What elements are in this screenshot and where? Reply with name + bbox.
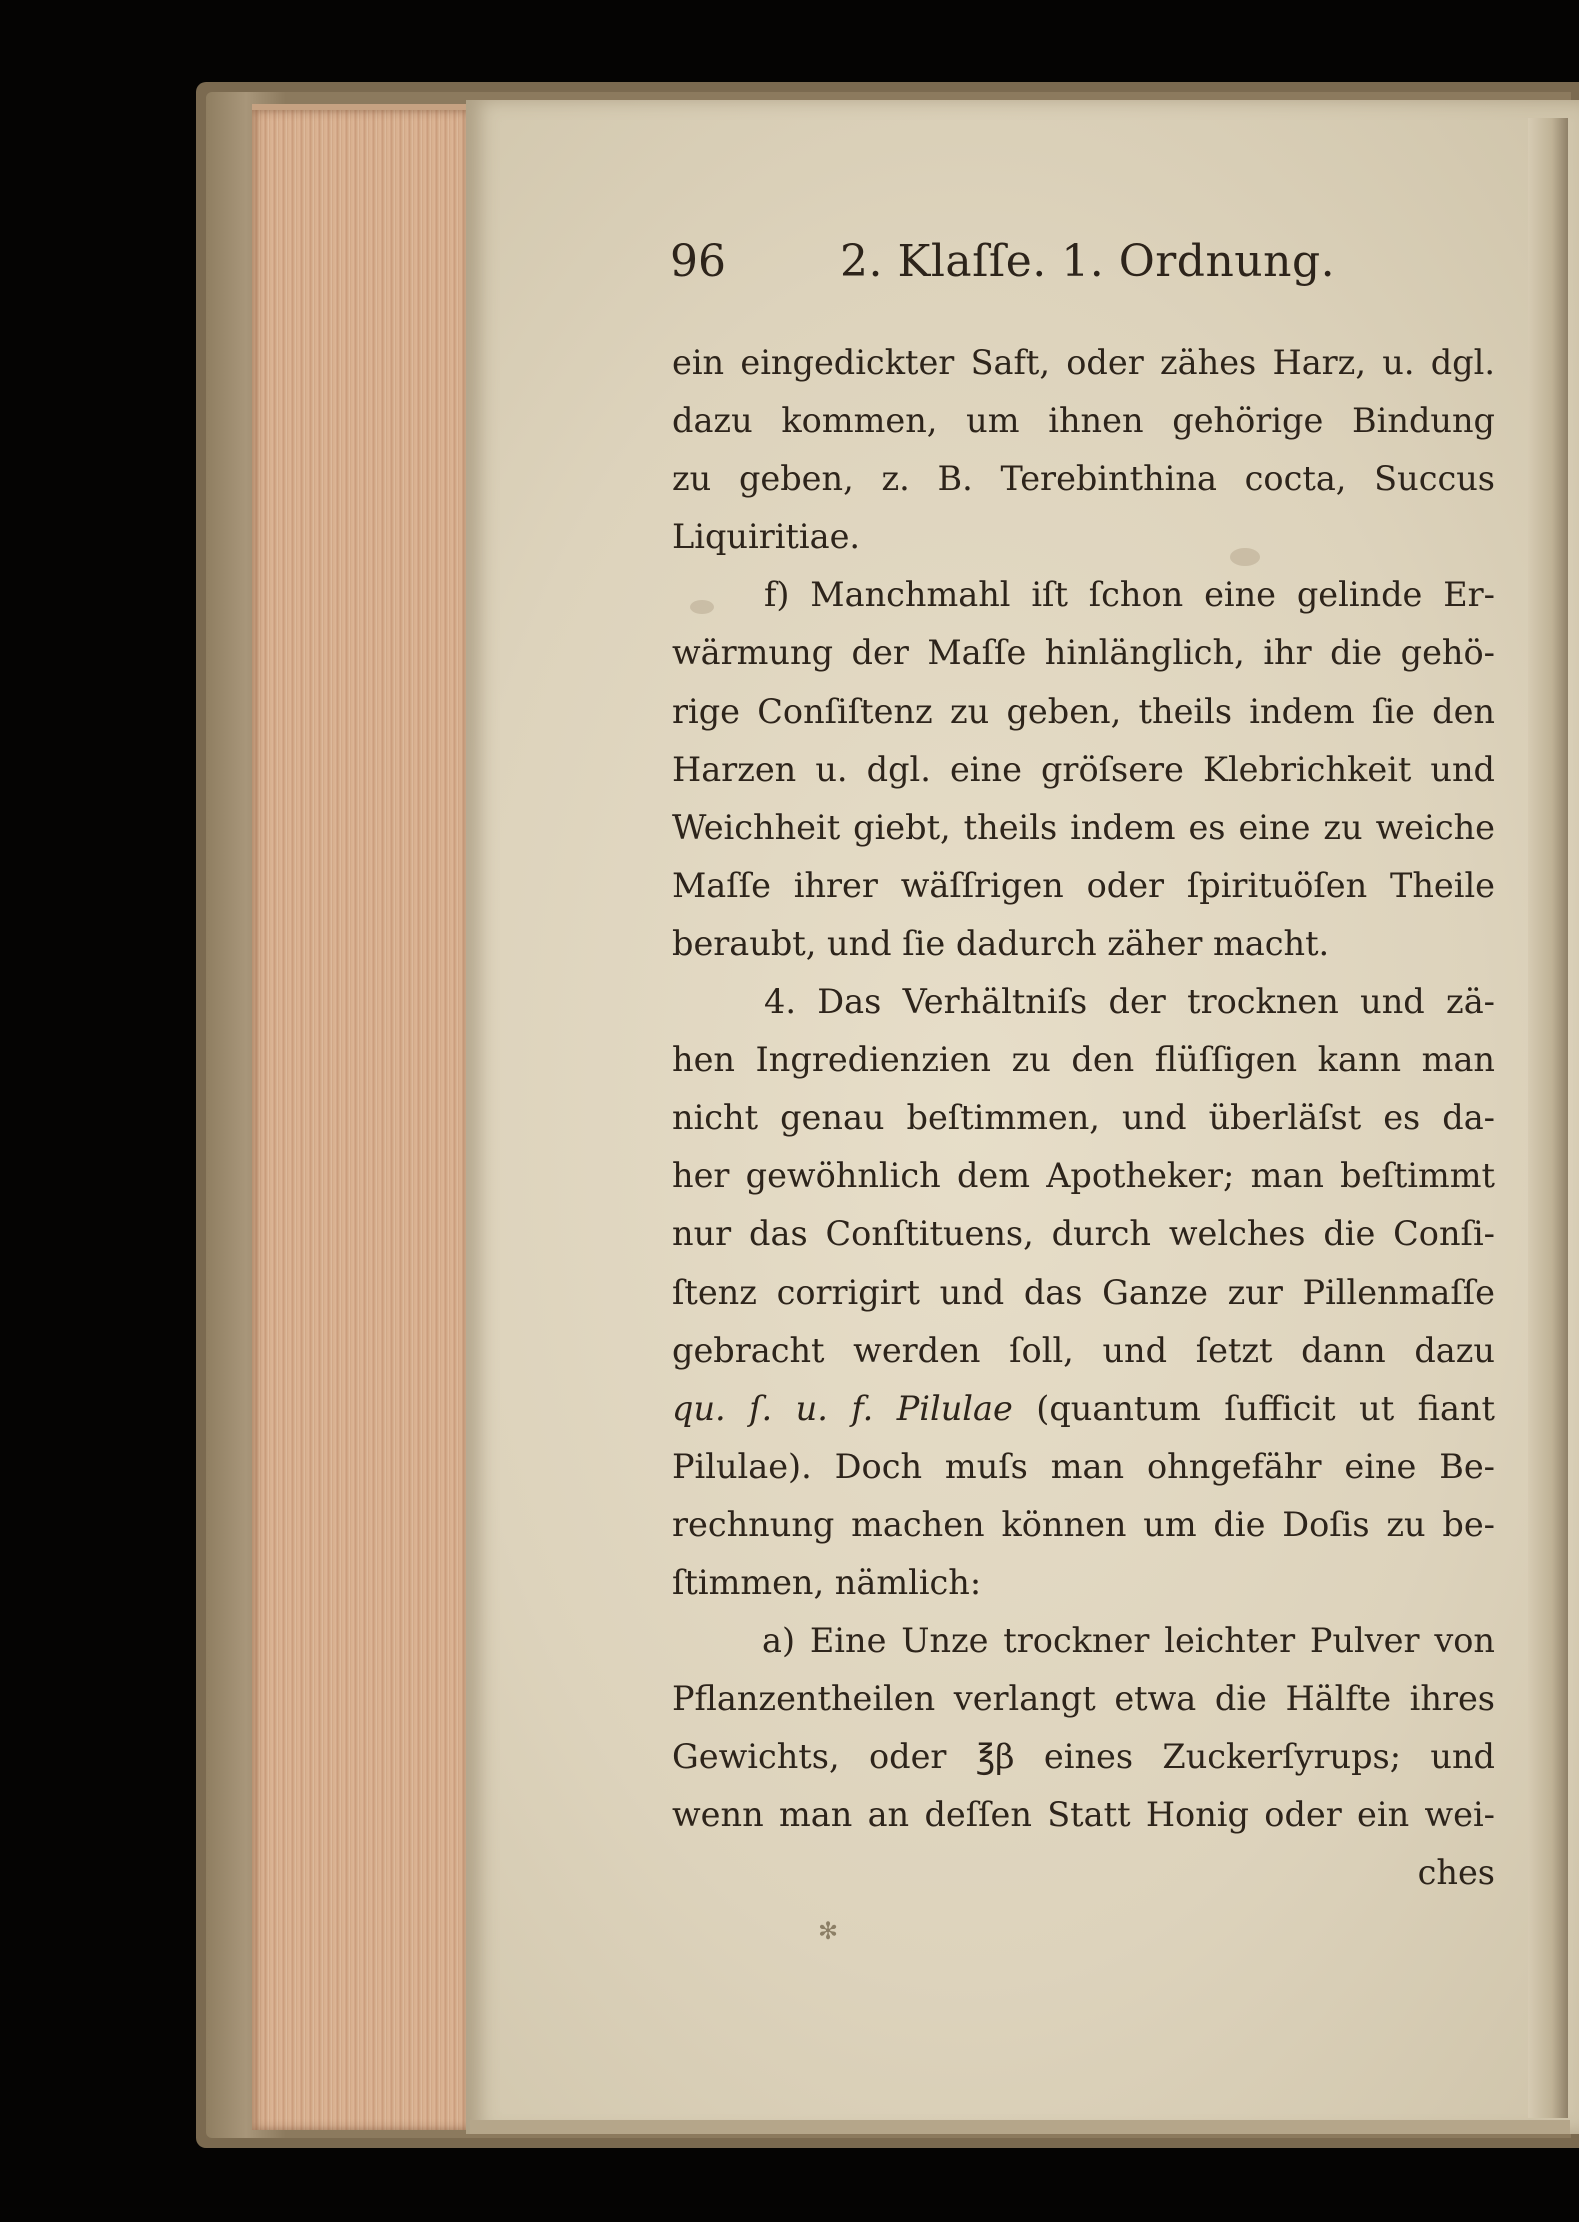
page-bottom-edge <box>470 2120 1570 2134</box>
text-line: Gewichts, oder ℥β eines Zuckerſyrups; und <box>672 1737 1495 1777</box>
italic-formula: qu. ſ. u. f. Pilulae <box>672 1388 1013 1428</box>
text-line: ſtenz corrigirt und das Ganze zur Pillenmaſſe <box>672 1272 1495 1312</box>
text-line: her gewöhnlich dem Apotheker; man beſtimmt <box>672 1156 1495 1196</box>
text-line: rige Conſiſtenz zu geben, theils indem ſie den <box>672 691 1495 731</box>
text-line: ches <box>1417 1853 1495 1893</box>
text-line: a) Eine Unze trockner leichter Pulver von <box>762 1621 1495 1661</box>
text-line: Pflanzentheilen verlangt etwa die Hälfte ihres <box>672 1679 1495 1719</box>
text-line: nicht genau beſtimmen, und überläſst es da- <box>672 1098 1495 1138</box>
page-header <box>670 236 1370 296</box>
ornament-icon: ✻ <box>818 1917 839 1945</box>
page-number: 96 <box>670 236 726 287</box>
text-line: zu geben, z. B. Terebinthina cocta, Succus <box>672 459 1495 499</box>
text-line: Weichheit giebt, theils indem es eine zu weiche <box>672 807 1495 847</box>
formula-expansion: (quantum ſufficit ut fiant <box>1012 1388 1495 1428</box>
text-line <box>672 1380 1495 1438</box>
text-line: hen Ingredienzien zu den flüſſigen kann man <box>672 1040 1495 1080</box>
text-line: wärmung der Maſſe hinlänglich, ihr die gehö- <box>672 633 1495 673</box>
text-line: dazu kommen, um ihnen gehörige Bindung <box>672 401 1495 441</box>
text-line: Pilulae). Doch muſs man ohngefähr eine Be- <box>672 1446 1495 1486</box>
running-head: 2. Klaſſe. 1. Ordnung. <box>840 236 1336 287</box>
text-line: nur das Conſtituens, durch welches die Conſi- <box>672 1214 1495 1254</box>
text-line: beraubt, und ſie dadurch zäher macht. <box>672 923 1330 963</box>
text-line: Liquiritiae. <box>672 517 861 557</box>
text-line: gebracht werden ſoll, und ſetzt dann dazu <box>672 1330 1495 1370</box>
text-line: wenn man an deſſen Statt Honig oder ein wei- <box>672 1795 1495 1835</box>
text-line: rechnung machen können um die Doſis zu be- <box>672 1504 1495 1544</box>
text-line: Maſſe ihrer wäſſrigen oder ſpirituöſen Theile <box>672 865 1495 905</box>
text-line: ein eingedickter Saft, oder zähes Harz, u. dgl. <box>672 343 1495 382</box>
body-text <box>672 334 1495 1903</box>
text-line: ſtimmen, nämlich: <box>672 1562 982 1602</box>
text-line: Harzen u. dgl. eine gröſsere Klebrichkeit und <box>672 749 1495 789</box>
text-line: 4. Das Verhältniſs der trocknen und zä- <box>764 982 1495 1022</box>
page-right-edge <box>1528 118 1568 2118</box>
text-line: f) Manchmahl iſt ſchon eine gelinde Er- <box>764 575 1495 615</box>
page-stack-edge <box>252 110 474 2130</box>
